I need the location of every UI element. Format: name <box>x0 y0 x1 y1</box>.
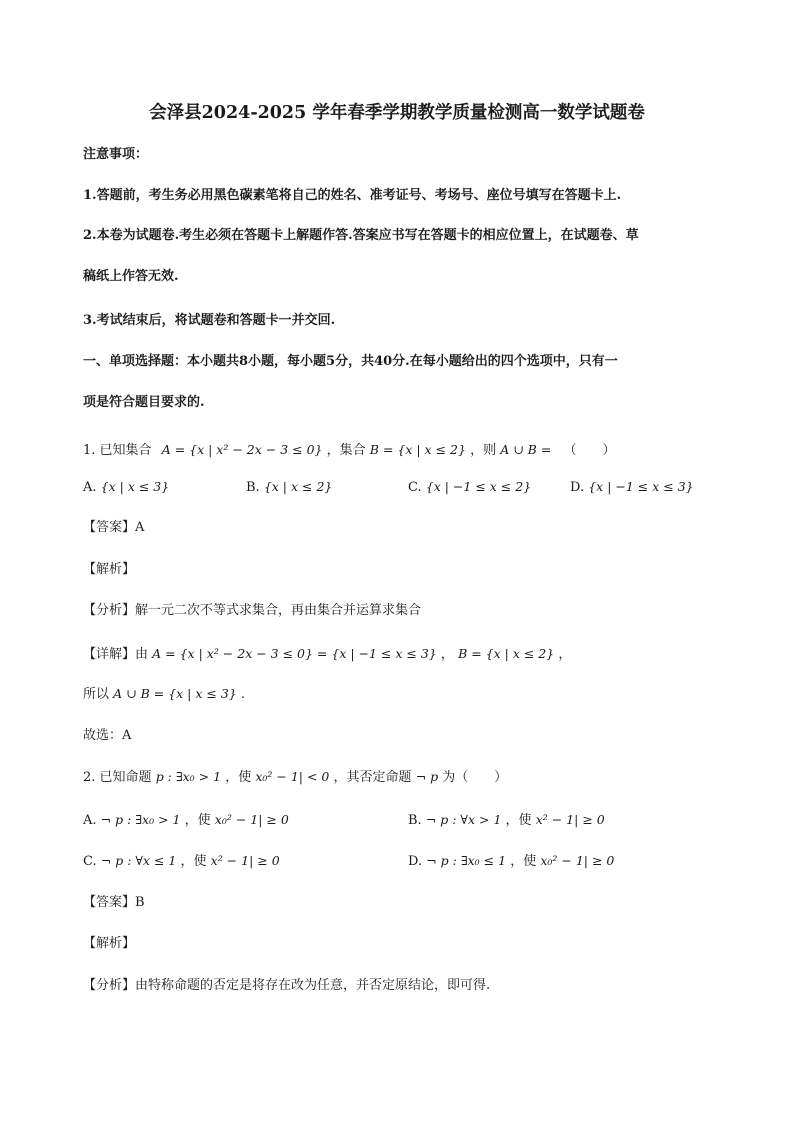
option-math-2: x₀² − 1| ≥ 0 <box>214 812 289 827</box>
option-math-2: x₀² − 1| ≥ 0 <box>540 853 615 868</box>
question-1-option-a <box>83 477 169 498</box>
option-label: A. <box>83 480 97 495</box>
option-text: {x | x ≤ 3} <box>100 479 170 494</box>
question-1-set-a: A = {x | x² − 2x − 3 ≤ 0} <box>161 442 323 457</box>
question-1-stem <box>83 440 615 461</box>
question-1-option-d <box>570 477 694 498</box>
conclusion-end: . <box>240 687 246 702</box>
option-math: ¬ p : ∀x > 1 <box>425 812 502 827</box>
option-mid: ，使 <box>510 854 537 869</box>
question-1-fenxi: 【分析】解一元二次不等式求集合，再由集合并运算求集合 <box>83 603 422 618</box>
detail-end: ， <box>558 647 572 662</box>
question-2-math-2: x₀² − 1| < 0 <box>255 769 330 784</box>
conclusion-prefix: 所以 <box>83 687 110 702</box>
notice-item-2-line-2: 稿纸上作答无效. <box>83 269 179 284</box>
option-text: {x | x ≤ 2} <box>263 479 333 494</box>
option-mid: ，使 <box>505 813 532 828</box>
option-math: ¬ p : ∃x₀ > 1 <box>100 812 181 827</box>
notice-item-3: 3.考试结束后，将试题卷和答题卡一并交回. <box>83 313 336 328</box>
question-2-mid-2: ，其否定命题 <box>333 770 412 785</box>
detail-prefix: 【详解】由 <box>83 647 149 662</box>
page-title: 会泽县2024-2025 学年春季学期教学质量检测高一数学试题卷 <box>149 103 645 123</box>
option-label: D. <box>408 854 423 869</box>
option-text: {x | −1 ≤ x ≤ 3} <box>588 479 694 494</box>
question-2-option-c <box>83 851 280 872</box>
question-2-math-3: ¬ p <box>415 769 439 784</box>
question-1-option-c <box>408 477 531 498</box>
question-2-answer: 【答案】B <box>83 895 145 910</box>
question-1-answer: 【答案】A <box>83 520 145 535</box>
question-1-choose: 故选：A <box>83 728 132 743</box>
detail-sep: ， <box>440 647 454 662</box>
question-2-stem <box>83 767 507 788</box>
question-1-then: ，则 <box>470 443 497 458</box>
option-label: C. <box>408 480 422 495</box>
detail-math-2: B = {x | x ≤ 2} <box>458 646 555 661</box>
question-2-analysis-label: 【解析】 <box>83 936 136 951</box>
conclusion-math: A ∪ B = {x | x ≤ 3} <box>113 686 237 701</box>
section-1-heading-line-1: 一、单项选择题：本小题共8小题，每小题5分，共40分.在每小题给出的四个选项中，只有一 <box>83 354 618 369</box>
question-2-mid-1: ，使 <box>225 770 252 785</box>
option-math: ¬ p : ∀x ≤ 1 <box>100 853 177 868</box>
notice-heading: 注意事项： <box>83 147 149 162</box>
option-math-2: x² − 1| ≥ 0 <box>210 853 280 868</box>
notice-item-2-line-1: 2.本卷为试题卷.考生必须在答题卡上解题作答.答案应书写在答题卡的相应位置上，在试题卷、草 <box>83 228 639 243</box>
notice-item-1: 1.答题前，考生务必用黑色碳素笔将自己的姓名、准考证号、考场号、座位号填写在答题卡上. <box>83 188 622 203</box>
option-mid: ，使 <box>180 854 207 869</box>
question-1-paren: （ ） <box>563 443 616 458</box>
question-1-set-b: B = {x | x ≤ 2} <box>369 442 466 457</box>
option-label: B. <box>246 480 260 495</box>
question-1-detail <box>83 644 571 665</box>
option-label: B. <box>408 813 422 828</box>
question-1-prefix: 1. 已知集合 <box>83 443 152 458</box>
question-2-prefix: 2. 已知命题 <box>83 770 152 785</box>
detail-math: A = {x | x² − 2x − 3 ≤ 0} = {x | −1 ≤ x ≤ 3} <box>152 646 437 661</box>
question-1-option-b <box>246 477 332 498</box>
option-label: C. <box>83 854 97 869</box>
question-2-option-d <box>408 851 614 872</box>
question-2-math-1: p : ∃x₀ > 1 <box>155 769 222 784</box>
question-1-union: A ∪ B = <box>500 442 552 457</box>
question-1-mid: ，集合 <box>326 443 366 458</box>
question-1-conclusion <box>83 684 245 705</box>
question-2-end: 为（ ） <box>442 770 508 785</box>
question-1-analysis-label: 【解析】 <box>83 562 136 577</box>
option-label: A. <box>83 813 97 828</box>
question-2-option-b <box>408 810 605 831</box>
question-2-option-a <box>83 810 289 831</box>
option-mid: ，使 <box>184 813 211 828</box>
question-2-fenxi: 【分析】由特称命题的否定是将存在改为任意，并否定原结论，即可得. <box>83 978 491 993</box>
section-1-heading-line-2: 项是符合题目要求的. <box>83 395 205 410</box>
option-math-2: x² − 1| ≥ 0 <box>535 812 605 827</box>
option-text: {x | −1 ≤ x ≤ 2} <box>425 479 532 494</box>
option-label: D. <box>570 480 585 495</box>
option-math: ¬ p : ∃x₀ ≤ 1 <box>426 853 507 868</box>
